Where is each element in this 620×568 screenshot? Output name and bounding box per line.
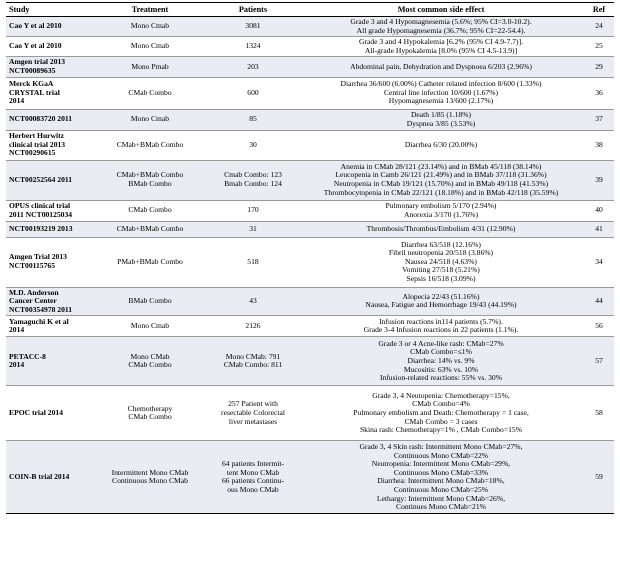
- side-effect-line: All grade Hypomagnesemia (36.7%; 95% CI=22-54.4).: [356, 25, 526, 35]
- patients-cell: [208, 77, 298, 109]
- header-treatment: Treatment: [92, 3, 208, 17]
- study-line: Cancer Center: [9, 296, 57, 306]
- patients-cell: [208, 200, 298, 221]
- treatment-line: CMab Combo: [128, 360, 172, 370]
- treatment-cell: [92, 221, 208, 237]
- side-effect-line: Grade 3 and 4 Hypomagnesemia (5.6%; 95% CI=3.0-10.2).: [350, 17, 532, 26]
- patients-line: Bmab Combo: 124: [224, 179, 282, 189]
- ref-cell: 37: [584, 109, 614, 130]
- side-effect-line: Pulmonary embolism and Death: Chemotherapy = 1 case,: [353, 408, 529, 418]
- treatment-line: Mono Cmab: [130, 21, 170, 31]
- study-line: COIN-B trial 2014: [9, 472, 70, 482]
- side-effect-cell: [298, 37, 584, 57]
- side-effect-cell: [298, 441, 584, 514]
- side-effect-line: CMab Combo=4%: [412, 399, 470, 409]
- treatment-cell: [92, 386, 208, 441]
- treatment-line: Mono CMab: [130, 351, 170, 361]
- side-effect-line: Death 1/85 (1.18%): [410, 109, 472, 119]
- patients-line: Mono CMab: 791: [225, 351, 281, 361]
- table-row: [6, 386, 614, 441]
- header-study: Study: [6, 3, 92, 17]
- treatment-cell: [92, 237, 208, 287]
- side-effect-line: Nausea 24/518 (4.63%): [405, 256, 477, 266]
- side-effect-line: Anemia in CMab 28/121 (23.14%) and in BMab 45/118 (38.14%): [340, 161, 542, 171]
- ref-cell: 40: [584, 200, 614, 221]
- ref-cell: 36: [584, 77, 614, 109]
- patients-line: 66 patients Continu-: [221, 476, 284, 486]
- side-effect-line: Continuous Mono CMab=33%: [393, 467, 489, 477]
- patients-cell: [208, 17, 298, 37]
- treatment-cell: [92, 109, 208, 130]
- treatment-line: Chemotherapy: [127, 403, 173, 413]
- side-effect-line: Mucositis: 63% vs. 10%: [403, 364, 479, 374]
- treatment-line: CMab Combo: [128, 205, 172, 215]
- study-line: Amgen trial 2013: [9, 57, 66, 67]
- study-line: Herbert Hurwitz: [9, 131, 65, 141]
- treatment-line: BMab Combo: [128, 179, 172, 189]
- study-line: NCT00354978 2011: [9, 304, 73, 314]
- side-effect-cell: [298, 77, 584, 109]
- treatment-cell: [92, 37, 208, 57]
- study-line: Amgen Trial 2013: [9, 252, 67, 262]
- side-effect-cell: [298, 237, 584, 287]
- side-effect-line: Hypomagnesemia 13/600 (2.17%): [388, 96, 494, 106]
- ref-cell: 24: [584, 17, 614, 37]
- side-effect-line: Diarrhea: Intermittent Mono CMab=18%,: [377, 476, 505, 486]
- patients-cell: [208, 109, 298, 130]
- side-effect-cell: [298, 200, 584, 221]
- side-effect-line: Abdominal pain, Dehydration and Dyspnoea 6/203 (2.96%): [350, 61, 532, 71]
- study-cell: [6, 386, 92, 441]
- study-cell: [6, 37, 92, 57]
- side-effect-line: All-grade Hypokalemia [8.0% (95% CI 4.5-13.9)]: [364, 45, 518, 55]
- study-line: 2014: [9, 96, 25, 106]
- table-row: [6, 287, 614, 316]
- side-effect-line: Thrombosis/Thrombus/Embolism 4/31 (12.90%): [366, 223, 516, 233]
- table-row: [6, 109, 614, 130]
- patients-line: Cmab Combo: 123: [224, 170, 282, 180]
- side-effect-cell: [298, 386, 584, 441]
- table-row: [6, 57, 614, 77]
- study-line: 2014: [9, 325, 25, 335]
- side-effect-line: Infusion-related reactions: 55% vs. 30%: [379, 373, 503, 383]
- study-line: EPOC trial 2014: [9, 408, 63, 418]
- patients-cell: [208, 221, 298, 237]
- treatment-line: PMab+BMab Combo: [117, 256, 183, 266]
- treatment-cell: [92, 57, 208, 77]
- side-effect-line: Continuous Mono CMab=25%: [393, 484, 489, 494]
- ref-cell: 59: [584, 441, 614, 514]
- side-effect-cell: [298, 160, 584, 200]
- study-line: clinical trial 2013: [9, 139, 66, 149]
- study-line: Merck KGaA: [9, 79, 54, 89]
- treatment-cell: [92, 160, 208, 200]
- side-effect-cell: [298, 130, 584, 160]
- side-effect-line: Sepsis 16/518 (3.09%): [406, 273, 476, 283]
- side-effect-line: Leucopenia in Camb 26/121 (21.49%) and in BMab 37/118 (31.36%): [335, 170, 547, 180]
- study-line: PETACC-8: [9, 351, 46, 361]
- treatment-line: CMab+BMab Combo: [116, 223, 184, 233]
- study-cell: [6, 57, 92, 77]
- study-cell: [6, 237, 92, 287]
- side-effect-line: Alopecia 22/43 (51.16%): [402, 291, 480, 301]
- study-cell: [6, 109, 92, 130]
- ref-cell: 39: [584, 160, 614, 200]
- study-line: OPUS clinical trial: [9, 200, 71, 210]
- side-effect-cell: [298, 17, 584, 37]
- header-ref: Ref: [584, 3, 614, 17]
- table-row: [6, 337, 614, 386]
- side-effect-line: Diarrhea 63/518 (12.16%): [401, 239, 481, 249]
- patients-line: 2126: [245, 321, 261, 331]
- patients-cell: [208, 386, 298, 441]
- ref-cell: 25: [584, 37, 614, 57]
- treatment-line: Continuous Mono CMab: [112, 476, 188, 486]
- side-effect-line: CMab Combo = 3 cases: [404, 416, 478, 426]
- study-line: CRYSTAL trial: [9, 87, 60, 97]
- side-effect-cell: [298, 109, 584, 130]
- header-side-effect: Most common side effect: [298, 3, 584, 17]
- table-row: [6, 441, 614, 514]
- patients-cell: [208, 130, 298, 160]
- study-line: 2011 NCT00125034: [9, 209, 73, 219]
- treatment-cell: [92, 17, 208, 37]
- patients-line: 3081: [245, 21, 261, 31]
- header-row: [6, 3, 614, 17]
- table-row: [6, 237, 614, 287]
- study-cell: [6, 441, 92, 514]
- patients-line: 170: [247, 205, 259, 215]
- study-cell: [6, 337, 92, 386]
- study-line: Cao Y et al 2010: [9, 41, 62, 51]
- patients-line: 1324: [245, 41, 261, 51]
- study-cell: [6, 160, 92, 200]
- table-row: [6, 316, 614, 337]
- header-patients: Patients: [208, 3, 298, 17]
- side-effect-line: Diarrhea 36/600 (6.00%) Catheter related infection 8/600 (1.33%): [340, 79, 542, 89]
- patients-cell: [208, 287, 298, 316]
- study-cell: [6, 200, 92, 221]
- study-cell: [6, 221, 92, 237]
- treatment-cell: [92, 130, 208, 160]
- ref-cell: 34: [584, 237, 614, 287]
- patients-cell: [208, 441, 298, 514]
- ref-cell: 56: [584, 316, 614, 337]
- patients-line: 203: [247, 61, 259, 71]
- patients-line: resectable Colorectal: [221, 408, 285, 418]
- ref-cell: 38: [584, 130, 614, 160]
- side-effect-line: Continuous Mono CMab=22%: [393, 450, 489, 460]
- treatment-cell: [92, 337, 208, 386]
- treatment-line: BMab Combo: [128, 296, 172, 306]
- ref-cell: 44: [584, 287, 614, 316]
- patients-line: liver metastases: [228, 416, 278, 426]
- patients-line: 600: [247, 87, 259, 97]
- treatment-line: CMab Combo: [128, 87, 172, 97]
- study-line: NCT00115765: [9, 261, 55, 271]
- patients-line: ous Mono CMab: [227, 484, 279, 494]
- patients-line: tent Mono CMab: [226, 467, 280, 477]
- ref-cell: 57: [584, 337, 614, 386]
- side-effect-line: CMab Combo=≤1%: [410, 347, 472, 357]
- side-effect-line: Grade 3 or 4 Acne-like rash: CMab=27%: [378, 338, 504, 348]
- patients-line: 518: [247, 256, 259, 266]
- patients-line: 85: [249, 114, 257, 124]
- side-effect-line: Central line infection 10/600 (1.67%): [383, 87, 499, 97]
- patients-cell: [208, 316, 298, 337]
- side-effect-line: Diarrhea: 14% vs. 9%: [407, 356, 475, 366]
- study-line: NCT00083720 2011: [9, 114, 73, 124]
- side-effect-cell: [298, 316, 584, 337]
- side-effect-line: Fibril neutropenia 20/518 (3.86%): [388, 248, 494, 258]
- study-line: M.D. Anderson: [9, 287, 59, 297]
- treatment-line: CMab+BMab Combo: [116, 139, 184, 149]
- side-effect-line: Grade 3-4 Infusion reactions in 22 patients (1.1%).: [363, 325, 519, 335]
- side-effect-line: Lethargy: Intermittent Mono CMab=26%,: [376, 493, 506, 503]
- study-line: NCT00290615: [9, 148, 56, 158]
- study-cell: [6, 316, 92, 337]
- side-effect-line: Neutropenia in CMab 19/121 (15.70%) and in BMab 49/118 (41.53%): [333, 179, 549, 189]
- treatment-line: Mono Cmab: [130, 41, 170, 51]
- side-effect-line: Continues Mono CMab=21%: [396, 502, 486, 512]
- study-line: Yamaguchi K et al: [9, 316, 69, 326]
- side-effect-line: Neutropenia: Intermittent Mono CMab=29%,: [371, 459, 511, 469]
- side-effect-line: Thrombocytopenia in CMab 22/121 (18.18%) and in BMab 42/118 (35.59%): [323, 187, 559, 197]
- side-effect-cell: [298, 57, 584, 77]
- table-row: [6, 130, 614, 160]
- side-effect-cell: [298, 221, 584, 237]
- treatment-cell: [92, 200, 208, 221]
- patients-cell: [208, 237, 298, 287]
- table-row: [6, 200, 614, 221]
- side-effect-line: Skina rash: Chemotherapy=1% , CMab Combo=15%: [359, 425, 523, 435]
- study-line: NCT00089635: [9, 65, 56, 75]
- table-row: [6, 17, 614, 37]
- study-cell: [6, 130, 92, 160]
- patients-line: 30: [249, 139, 257, 149]
- table-row: [6, 221, 614, 237]
- treatment-line: Mono Pmab: [131, 61, 169, 71]
- side-effect-line: Anorexia 3/170 (1.76%): [403, 209, 479, 219]
- ref-cell: 29: [584, 57, 614, 77]
- treatment-cell: [92, 287, 208, 316]
- study-line: 2014: [9, 360, 25, 370]
- study-cell: [6, 77, 92, 109]
- side-effect-cell: [298, 287, 584, 316]
- patients-cell: [208, 57, 298, 77]
- side-effect-line: Grade 3 and 4 Hypokalemia [6.2% (95% CI 4.9-7.7)].: [358, 37, 524, 47]
- patients-line: 257 Patient with: [228, 399, 278, 409]
- side-effect-line: Pulmonary embolism 5/170 (2.94%): [385, 200, 497, 210]
- side-effect-line: Diarrhea 6/30 (20.00%): [404, 139, 478, 149]
- table-body: [6, 17, 614, 514]
- patients-line: 31: [249, 223, 257, 233]
- table-row: [6, 37, 614, 57]
- study-cell: [6, 287, 92, 316]
- treatment-cell: [92, 77, 208, 109]
- study-line: Cao Y et al 2010: [9, 21, 62, 31]
- study-line: NCT00193219 2013: [9, 223, 73, 233]
- side-effect-line: Dyspnea 3/85 (3.53%): [406, 118, 476, 128]
- study-cell: [6, 17, 92, 37]
- side-effects-table-container: [6, 2, 614, 514]
- side-effects-table: [6, 2, 614, 514]
- side-effect-line: Vomiting 27/518 (5.21%): [402, 265, 480, 275]
- patients-line: 43: [249, 296, 257, 306]
- treatment-line: Intermittent Mono CMab: [111, 467, 189, 477]
- patients-cell: [208, 337, 298, 386]
- side-effect-line: Infusion reactions in114 patients (5.7%).: [379, 316, 503, 326]
- patients-cell: [208, 37, 298, 57]
- table-row: [6, 77, 614, 109]
- side-effect-line: Grade 3, 4 Skin rash: Intermittent Mono CMab=27%,: [359, 441, 523, 451]
- side-effect-line: Nausea, Fatigue and Hemorrhage 19/43 (44.19%): [365, 300, 517, 310]
- ref-cell: 41: [584, 221, 614, 237]
- side-effect-line: Grade 3, 4 Neutopenia: Chemotherapy=15%,: [372, 390, 510, 400]
- patients-cell: [208, 160, 298, 200]
- side-effect-cell: [298, 337, 584, 386]
- treatment-cell: [92, 441, 208, 514]
- treatment-line: CMab+BMab Combo: [116, 170, 184, 180]
- treatment-line: Mono Cmab: [130, 114, 170, 124]
- study-line: NCT00252564 2011: [9, 174, 73, 184]
- table-row: [6, 160, 614, 200]
- patients-line: CMab Combo: 811: [223, 360, 283, 370]
- patients-line: 64 patients Intermit-: [222, 459, 284, 469]
- treatment-line: CMab Combo: [128, 412, 172, 422]
- treatment-cell: [92, 316, 208, 337]
- treatment-line: Mono Cmab: [130, 321, 170, 331]
- ref-cell: 58: [584, 386, 614, 441]
